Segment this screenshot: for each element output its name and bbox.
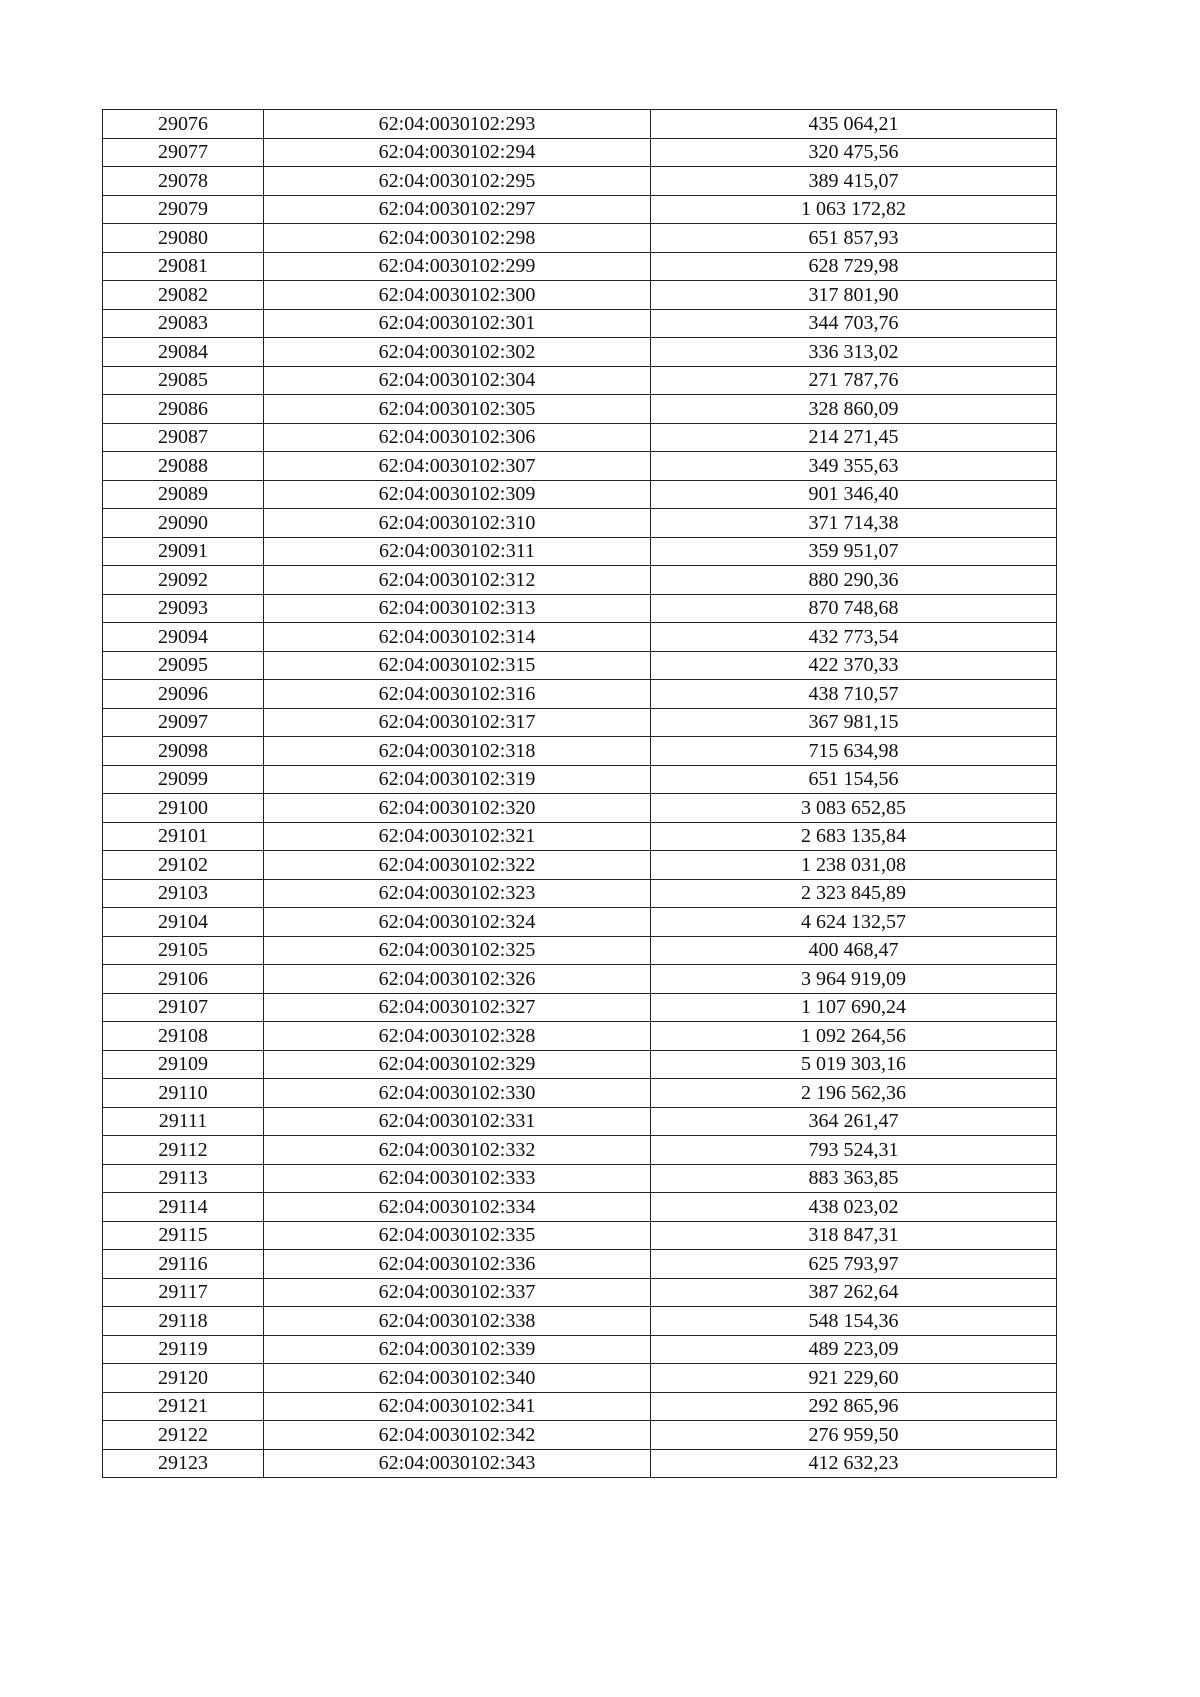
row-number-cell: 29086: [103, 395, 264, 424]
table-row: [103, 651, 1057, 680]
cadastral-value-cell: 793 524,31: [651, 1136, 1057, 1165]
table-row: [103, 908, 1057, 937]
table-row: [103, 1335, 1057, 1364]
cadastral-number-cell: 62:04:0030102:305: [264, 395, 651, 424]
cadastral-number-cell: 62:04:0030102:330: [264, 1079, 651, 1108]
cadastral-value-cell: 625 793,97: [651, 1250, 1057, 1279]
row-number-cell: 29121: [103, 1392, 264, 1421]
table-row: [103, 167, 1057, 196]
cadastral-number-cell: 62:04:0030102:299: [264, 252, 651, 281]
table-row: [103, 138, 1057, 167]
cadastral-value-cell: 2 323 845,89: [651, 879, 1057, 908]
table-row: [103, 879, 1057, 908]
cadastral-value-cell: 292 865,96: [651, 1392, 1057, 1421]
row-number-cell: 29122: [103, 1421, 264, 1450]
row-number-cell: 29116: [103, 1250, 264, 1279]
cadastral-number-cell: 62:04:0030102:315: [264, 651, 651, 680]
row-number-cell: 29104: [103, 908, 264, 937]
cadastral-value-cell: 271 787,76: [651, 366, 1057, 395]
cadastral-value-cell: 400 468,47: [651, 936, 1057, 965]
cadastral-value-cell: 387 262,64: [651, 1278, 1057, 1307]
cadastral-value-cell: 359 951,07: [651, 537, 1057, 566]
cadastral-value-cell: 880 290,36: [651, 566, 1057, 595]
cadastral-value-cell: 320 475,56: [651, 138, 1057, 167]
table-row: [103, 1449, 1057, 1478]
cadastral-number-cell: 62:04:0030102:313: [264, 594, 651, 623]
row-number-cell: 29123: [103, 1449, 264, 1478]
cadastral-value-cell: 364 261,47: [651, 1107, 1057, 1136]
table-row: [103, 1079, 1057, 1108]
table-row: [103, 851, 1057, 880]
cadastral-number-cell: 62:04:0030102:340: [264, 1364, 651, 1393]
table-row: [103, 566, 1057, 595]
cadastral-value-cell: 432 773,54: [651, 623, 1057, 652]
table-row: [103, 623, 1057, 652]
cadastral-number-cell: 62:04:0030102:306: [264, 423, 651, 452]
cadastral-value-cell: 5 019 303,16: [651, 1050, 1057, 1079]
cadastral-value-cell: 628 729,98: [651, 252, 1057, 281]
row-number-cell: 29105: [103, 936, 264, 965]
cadastral-value-cell: 317 801,90: [651, 281, 1057, 310]
cadastral-value-cell: 349 355,63: [651, 452, 1057, 481]
table-row: [103, 395, 1057, 424]
cadastral-number-cell: 62:04:0030102:316: [264, 680, 651, 709]
cadastral-value-cell: 389 415,07: [651, 167, 1057, 196]
cadastral-value-cell: 489 223,09: [651, 1335, 1057, 1364]
row-number-cell: 29118: [103, 1307, 264, 1336]
cadastral-number-cell: 62:04:0030102:304: [264, 366, 651, 395]
cadastral-value-cell: 3 964 919,09: [651, 965, 1057, 994]
cadastral-number-cell: 62:04:0030102:320: [264, 794, 651, 823]
table-row: [103, 1022, 1057, 1051]
row-number-cell: 29115: [103, 1221, 264, 1250]
cadastral-number-cell: 62:04:0030102:342: [264, 1421, 651, 1450]
cadastral-number-cell: 62:04:0030102:295: [264, 167, 651, 196]
table-row: [103, 110, 1057, 139]
cadastral-number-cell: 62:04:0030102:318: [264, 737, 651, 766]
cadastral-number-cell: 62:04:0030102:321: [264, 822, 651, 851]
cadastral-value-cell: 1 092 264,56: [651, 1022, 1057, 1051]
row-number-cell: 29088: [103, 452, 264, 481]
cadastral-number-cell: 62:04:0030102:325: [264, 936, 651, 965]
cadastral-number-cell: 62:04:0030102:312: [264, 566, 651, 595]
table-row: [103, 1221, 1057, 1250]
table-row: [103, 1193, 1057, 1222]
cadastral-number-cell: 62:04:0030102:311: [264, 537, 651, 566]
row-number-cell: 29102: [103, 851, 264, 880]
table-row: [103, 594, 1057, 623]
cadastral-number-cell: 62:04:0030102:331: [264, 1107, 651, 1136]
cadastral-value-cell: 3 083 652,85: [651, 794, 1057, 823]
table-row: [103, 965, 1057, 994]
cadastral-number-cell: 62:04:0030102:317: [264, 708, 651, 737]
row-number-cell: 29120: [103, 1364, 264, 1393]
cadastral-value-cell: 901 346,40: [651, 480, 1057, 509]
cadastral-value-cell: 548 154,36: [651, 1307, 1057, 1336]
row-number-cell: 29082: [103, 281, 264, 310]
row-number-cell: 29089: [103, 480, 264, 509]
row-number-cell: 29108: [103, 1022, 264, 1051]
cadastral-value-cell: 2 196 562,36: [651, 1079, 1057, 1108]
cadastral-value-cell: 715 634,98: [651, 737, 1057, 766]
table-row: [103, 1364, 1057, 1393]
cadastral-value-cell: 651 154,56: [651, 765, 1057, 794]
cadastral-value-cell: 870 748,68: [651, 594, 1057, 623]
row-number-cell: 29081: [103, 252, 264, 281]
cadastral-number-cell: 62:04:0030102:322: [264, 851, 651, 880]
table-row: [103, 1164, 1057, 1193]
table-row: [103, 195, 1057, 224]
row-number-cell: 29119: [103, 1335, 264, 1364]
row-number-cell: 29111: [103, 1107, 264, 1136]
table-row: [103, 765, 1057, 794]
table-row: [103, 1107, 1057, 1136]
row-number-cell: 29112: [103, 1136, 264, 1165]
cadastral-value-cell: 318 847,31: [651, 1221, 1057, 1250]
cadastral-value-cell: 371 714,38: [651, 509, 1057, 538]
cadastral-value-cell: 651 857,93: [651, 224, 1057, 253]
cadastral-value-cell: 1 063 172,82: [651, 195, 1057, 224]
cadastral-value-cell: 1 107 690,24: [651, 993, 1057, 1022]
cadastral-number-cell: 62:04:0030102:336: [264, 1250, 651, 1279]
row-number-cell: 29114: [103, 1193, 264, 1222]
cadastral-number-cell: 62:04:0030102:328: [264, 1022, 651, 1051]
cadastral-number-cell: 62:04:0030102:339: [264, 1335, 651, 1364]
cadastral-number-cell: 62:04:0030102:335: [264, 1221, 651, 1250]
cadastral-number-cell: 62:04:0030102:294: [264, 138, 651, 167]
cadastral-value-table: [102, 109, 1057, 1478]
cadastral-value-cell: 328 860,09: [651, 395, 1057, 424]
table-row: [103, 423, 1057, 452]
table-row: [103, 281, 1057, 310]
row-number-cell: 29110: [103, 1079, 264, 1108]
table-row: [103, 936, 1057, 965]
table-row: [103, 509, 1057, 538]
table-row: [103, 1136, 1057, 1165]
cadastral-value-cell: 336 313,02: [651, 338, 1057, 367]
cadastral-number-cell: 62:04:0030102:323: [264, 879, 651, 908]
table-row: [103, 708, 1057, 737]
table-row: [103, 1392, 1057, 1421]
table-row: [103, 794, 1057, 823]
table-row: [103, 537, 1057, 566]
row-number-cell: 29117: [103, 1278, 264, 1307]
cadastral-number-cell: 62:04:0030102:297: [264, 195, 651, 224]
cadastral-number-cell: 62:04:0030102:343: [264, 1449, 651, 1478]
row-number-cell: 29091: [103, 537, 264, 566]
row-number-cell: 29101: [103, 822, 264, 851]
row-number-cell: 29109: [103, 1050, 264, 1079]
cadastral-number-cell: 62:04:0030102:300: [264, 281, 651, 310]
table-row: [103, 338, 1057, 367]
table-row: [103, 993, 1057, 1022]
cadastral-value-cell: 921 229,60: [651, 1364, 1057, 1393]
cadastral-value-cell: 883 363,85: [651, 1164, 1057, 1193]
cadastral-number-cell: 62:04:0030102:337: [264, 1278, 651, 1307]
row-number-cell: 29100: [103, 794, 264, 823]
table-row: [103, 1050, 1057, 1079]
cadastral-value-cell: 344 703,76: [651, 309, 1057, 338]
table-row: [103, 224, 1057, 253]
table-row: [103, 309, 1057, 338]
row-number-cell: 29106: [103, 965, 264, 994]
cadastral-value-cell: 276 959,50: [651, 1421, 1057, 1450]
cadastral-value-cell: 367 981,15: [651, 708, 1057, 737]
row-number-cell: 29085: [103, 366, 264, 395]
cadastral-number-cell: 62:04:0030102:326: [264, 965, 651, 994]
cadastral-value-cell: 412 632,23: [651, 1449, 1057, 1478]
table-row: [103, 1278, 1057, 1307]
table-row: [103, 680, 1057, 709]
cadastral-number-cell: 62:04:0030102:301: [264, 309, 651, 338]
cadastral-number-cell: 62:04:0030102:293: [264, 110, 651, 139]
row-number-cell: 29093: [103, 594, 264, 623]
cadastral-number-cell: 62:04:0030102:310: [264, 509, 651, 538]
cadastral-number-cell: 62:04:0030102:327: [264, 993, 651, 1022]
row-number-cell: 29080: [103, 224, 264, 253]
row-number-cell: 29092: [103, 566, 264, 595]
row-number-cell: 29084: [103, 338, 264, 367]
cadastral-number-cell: 62:04:0030102:333: [264, 1164, 651, 1193]
table-row: [103, 1250, 1057, 1279]
row-number-cell: 29097: [103, 708, 264, 737]
cadastral-number-cell: 62:04:0030102:334: [264, 1193, 651, 1222]
cadastral-number-cell: 62:04:0030102:338: [264, 1307, 651, 1336]
cadastral-number-cell: 62:04:0030102:319: [264, 765, 651, 794]
cadastral-number-cell: 62:04:0030102:324: [264, 908, 651, 937]
row-number-cell: 29098: [103, 737, 264, 766]
table-row: [103, 452, 1057, 481]
cadastral-number-cell: 62:04:0030102:332: [264, 1136, 651, 1165]
cadastral-number-cell: 62:04:0030102:298: [264, 224, 651, 253]
cadastral-value-cell: 422 370,33: [651, 651, 1057, 680]
row-number-cell: 29078: [103, 167, 264, 196]
row-number-cell: 29090: [103, 509, 264, 538]
table-row: [103, 480, 1057, 509]
cadastral-value-cell: 1 238 031,08: [651, 851, 1057, 880]
cadastral-number-cell: 62:04:0030102:329: [264, 1050, 651, 1079]
cadastral-value-cell: 2 683 135,84: [651, 822, 1057, 851]
cadastral-value-cell: 438 023,02: [651, 1193, 1057, 1222]
table-body: [103, 110, 1057, 1478]
cadastral-value-cell: 214 271,45: [651, 423, 1057, 452]
row-number-cell: 29087: [103, 423, 264, 452]
table-row: [103, 366, 1057, 395]
cadastral-number-cell: 62:04:0030102:307: [264, 452, 651, 481]
row-number-cell: 29076: [103, 110, 264, 139]
cadastral-number-cell: 62:04:0030102:302: [264, 338, 651, 367]
row-number-cell: 29083: [103, 309, 264, 338]
row-number-cell: 29094: [103, 623, 264, 652]
row-number-cell: 29113: [103, 1164, 264, 1193]
row-number-cell: 29107: [103, 993, 264, 1022]
cadastral-value-cell: 435 064,21: [651, 110, 1057, 139]
table-row: [103, 737, 1057, 766]
cadastral-value-cell: 4 624 132,57: [651, 908, 1057, 937]
table-row: [103, 822, 1057, 851]
table-row: [103, 1307, 1057, 1336]
table-row: [103, 1421, 1057, 1450]
table-row: [103, 252, 1057, 281]
cadastral-value-cell: 438 710,57: [651, 680, 1057, 709]
cadastral-number-cell: 62:04:0030102:314: [264, 623, 651, 652]
row-number-cell: 29099: [103, 765, 264, 794]
row-number-cell: 29079: [103, 195, 264, 224]
row-number-cell: 29103: [103, 879, 264, 908]
row-number-cell: 29095: [103, 651, 264, 680]
cadastral-number-cell: 62:04:0030102:309: [264, 480, 651, 509]
cadastral-number-cell: 62:04:0030102:341: [264, 1392, 651, 1421]
row-number-cell: 29077: [103, 138, 264, 167]
row-number-cell: 29096: [103, 680, 264, 709]
